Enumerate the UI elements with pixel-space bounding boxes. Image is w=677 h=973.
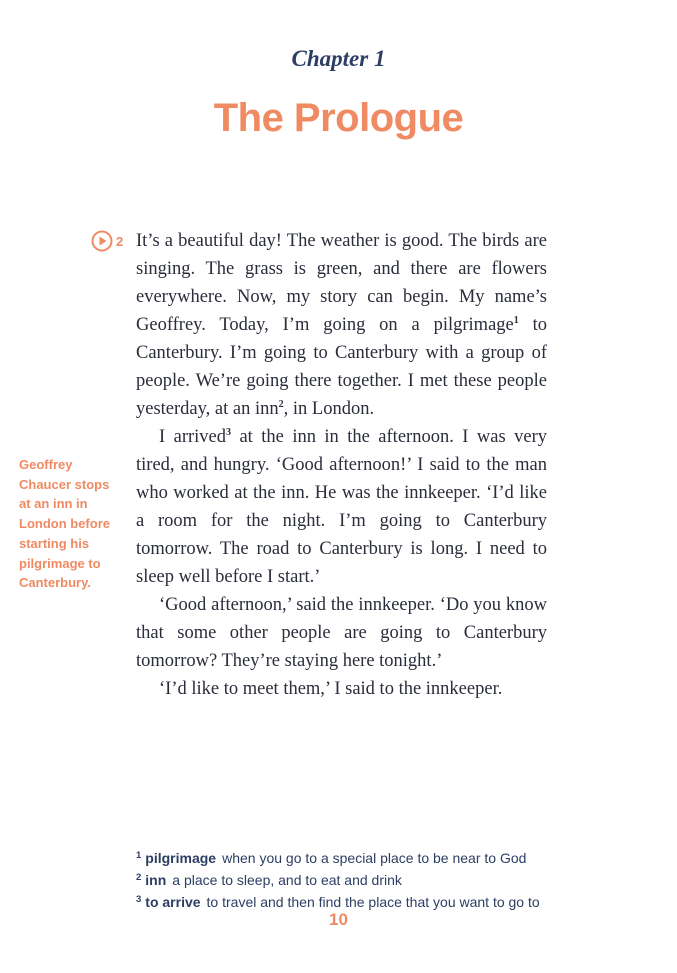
footnote-ref-1: 1 [513,314,519,326]
footnote-ref-2: 2 [278,398,284,410]
footnote-definition: to travel and then find the place that you want to go to [206,894,540,910]
footnote-term: pilgrimage [145,850,217,866]
play-circle-icon[interactable] [91,230,113,252]
footnote-definition: when you go to a special place to be near to God [222,850,527,866]
margin-summary-note: Geoffrey Chaucer stops at an inn in London before starting his pilgrimage to Canterbury. [19,457,110,591]
paragraph-2: I arrived$^3$ at the inn in the afternoon. I was very tired, and hungry. ‘Good afternoon!’ I said to the man who worked at the inn. He was the innkeeper. ‘I’d like a room for the night. I’m going to Canterbury tomorrow. The road to Canterbury is long. I need to sleep well before I start.’ [136,426,547,587]
footnote: $^3$ to arrive to travel and then find the place that you want to go to [136,894,540,910]
paragraph-3: ‘Good afternoon,’ said the innkeeper. ‘Do you know that some other people are going to Canterbury tomorrow? They’re staying here tonight.’ [136,595,547,671]
footnote-ref-3: 3 [226,426,231,438]
footnotes [136,846,566,912]
story-text [136,227,547,703]
audio-track-marker[interactable] [91,230,123,252]
chapter-label: Chapter 1 [291,46,386,71]
footnote: $^1$ pilgrimage when you go to a special place to be near to God [136,850,527,866]
footnote-term: to arrive [145,894,201,910]
page-number: 10 [329,910,348,929]
paragraph-1: It’s a beautiful day! The weather is good. The birds are singing. The grass is green, and there are flowers everywhere. Now, my story can begin. My name’s Geoffrey. Today, I’m going on a pilgrimage$^1$ to Canterbury. I’m going to Canterbury with a group of people. We’re going there together. I met these people yesterday, at an inn$^2$, in London. [136,231,547,419]
footnote-term: inn [145,872,167,888]
paragraph-4: ‘I’d like to meet them,’ I said to the innkeeper. [159,679,503,699]
audio-track-number: 2 [116,233,124,249]
chapter-title: The Prologue [213,96,464,140]
footnote-definition: a place to sleep, and to eat and drink [172,872,402,888]
footnote: $^2$ inn a place to sleep, and to eat and drink [136,872,402,888]
